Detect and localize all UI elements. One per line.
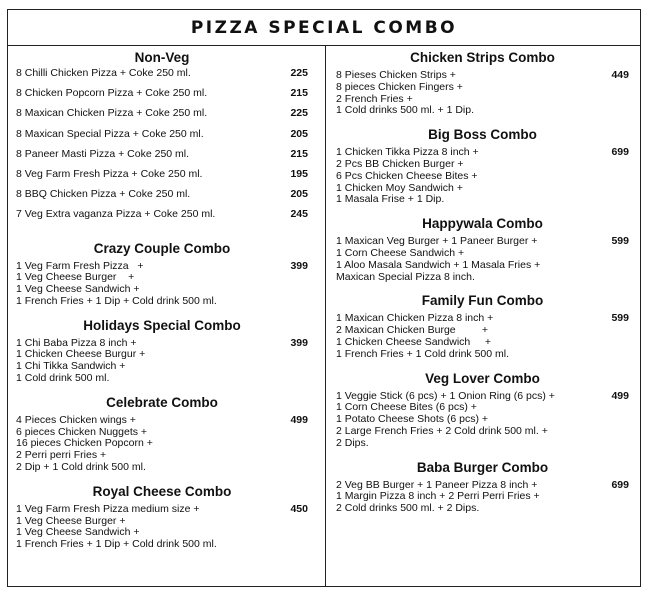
left-combos (16, 241, 308, 552)
combo-section (336, 216, 629, 283)
item-name: 7 Veg Extra vaganza Pizza + Coke 250 ml. (16, 208, 216, 221)
combo-item-line: 1 Chi Baba Pizza 8 inch + (16, 336, 137, 349)
combo-price: 449 (611, 69, 629, 81)
menu-item-row (16, 208, 308, 228)
combo-section (336, 293, 629, 360)
right-column (336, 45, 629, 515)
combo-price: 499 (611, 389, 629, 402)
title-bar (8, 10, 640, 46)
item-price: 225 (290, 107, 308, 120)
combo-item-line: 2 Pcs BB Chicken Burger + (336, 157, 464, 170)
combo-item-line: 2 Perri perri Fries + (16, 449, 107, 462)
combo-item-line: 2 Cold drinks 500 ml. + 2 Dips. (336, 502, 480, 515)
combo-item-line: 1 Cold drinks 500 ml. + 1 Dip. (336, 104, 475, 117)
combo-item-line: 1 Chicken Cheese Burgur + (16, 348, 146, 361)
combo-section (16, 241, 308, 308)
combo-item-line: 2 Dips. (336, 436, 369, 449)
combo-item-line: 1 French Fries + 1 Dip + Cold drink 500 ml. (16, 294, 217, 307)
item-name: 8 BBQ Chicken Pizza + Coke 250 ml. (16, 188, 191, 201)
item-price: 205 (290, 127, 308, 140)
item-name: 8 Veg Farm Fresh Pizza + Coke 250 ml. (16, 167, 203, 180)
combo-item-line: 16 pieces Chicken Popcorn + (16, 437, 153, 450)
section-title: Chicken Strips Combo (410, 50, 555, 65)
item-price: 245 (290, 208, 308, 221)
non-veg-list (16, 67, 308, 229)
combo-item-line: 1 Maxican Veg Burger + 1 Paneer Burger + (336, 235, 538, 248)
combo-price: 450 (290, 502, 308, 515)
combo-price: 599 (611, 235, 629, 248)
combo-items (16, 415, 290, 474)
section-title: Happywala Combo (422, 216, 543, 232)
item-name: 8 Paneer Masti Pizza + Coke 250 ml. (16, 147, 190, 160)
combo-row (16, 261, 308, 308)
item-name: 8 Chilli Chicken Pizza + Coke 250 ml. (16, 67, 191, 79)
combo-item-line: 1 Veg Cheese Sandwich + (16, 526, 140, 539)
combo-items (16, 261, 290, 308)
combo-item-line: 1 Chi Tikka Sandwich + (16, 360, 126, 373)
item-name: 8 Maxican Chicken Pizza + Coke 250 ml. (16, 107, 208, 120)
combo-section (16, 318, 308, 385)
menu-item-row (16, 188, 308, 208)
item-price: 215 (290, 87, 308, 100)
combo-item-line: 8 pieces Chicken Fingers + (336, 80, 463, 93)
combo-row (336, 313, 629, 360)
combo-item-line: 1 Veggie Stick (6 pcs) + 1 Onion Ring (6 pcs) + (336, 389, 555, 402)
combo-item-line: 1 Potato Cheese Shots (6 pcs) + (336, 413, 489, 426)
section-title: Family Fun Combo (421, 293, 544, 309)
combo-section (336, 127, 629, 206)
right-combos (336, 50, 629, 515)
combo-item-line: 8 Pieses Chicken Strips + (336, 69, 456, 81)
combo-price: 399 (290, 259, 308, 272)
combo-item-line: Maxican Special Pizza 8 inch. (336, 270, 475, 283)
combo-row (16, 504, 308, 551)
combo-item-line: 1 Cold drink 500 ml. (16, 372, 110, 385)
section-title: Crazy Couple Combo (93, 240, 231, 256)
item-price: 195 (290, 167, 308, 180)
menu-item-row (16, 107, 308, 127)
combo-item-line: 2 Veg BB Burger + 1 Paneer Pizza 8 inch + (336, 478, 538, 491)
combo-items (336, 236, 611, 283)
combo-item-line: 2 French Fries + (336, 92, 413, 105)
combo-row (336, 236, 629, 283)
menu-item-row (16, 128, 308, 148)
combo-item-line: 1 Corn Cheese Sandwich + (336, 246, 465, 259)
section-title: Celebrate Combo (106, 394, 218, 410)
section-title: Non-Veg (134, 50, 190, 65)
combo-item-line: 4 Pieces Chicken wings + (16, 413, 136, 426)
combo-row (336, 391, 629, 450)
combo-item-line: 1 Veg Cheese Burger + (16, 271, 135, 284)
combo-price: 399 (290, 336, 308, 349)
combo-item-line: 1 Masala Frise + 1 Dip. (336, 193, 445, 206)
combo-item-line: 6 Pcs Chicken Cheese Bites + (336, 169, 478, 182)
combo-items (336, 480, 611, 515)
section-title: Holidays Special Combo (83, 317, 241, 333)
combo-price: 699 (611, 478, 629, 491)
combo-price: 699 (611, 146, 629, 159)
combo-price: 599 (611, 312, 629, 325)
menu-frame (7, 9, 641, 587)
combo-item-line: 6 pieces Chicken Nuggets + (16, 425, 148, 438)
combo-row (336, 70, 629, 117)
section-title: Baba Burger Combo (416, 459, 549, 475)
combo-item-line: 1 Chicken Tikka Pizza 8 inch + (336, 146, 479, 159)
combo-item-line: 2 Large French Fries + 2 Cold drink 500 ml. + (336, 424, 548, 437)
column-divider (325, 45, 326, 586)
combo-row (336, 480, 629, 515)
combo-section (16, 395, 308, 474)
menu-item-row (16, 148, 308, 168)
combo-items (336, 391, 611, 450)
section-non-veg (16, 45, 308, 229)
item-name: 8 Chicken Popcorn Pizza + Coke 250 ml. (16, 87, 208, 100)
combo-item-line: 1 Veg Cheese Sandwich + (16, 283, 140, 296)
combo-items (336, 313, 611, 360)
page-title: PIZZA SPECIAL COMBO (190, 17, 458, 38)
combo-item-line: 2 Maxican Chicken Burge + (336, 324, 489, 337)
combo-row (16, 338, 308, 385)
section-title: Veg Lover Combo (425, 370, 540, 386)
left-column (16, 45, 308, 551)
combo-items (16, 504, 290, 551)
combo-item-line: 1 French Fries + 1 Dip + Cold drink 500 ml. (16, 538, 217, 551)
combo-row (336, 147, 629, 206)
combo-item-line: 1 Veg Farm Fresh Pizza + (16, 259, 144, 272)
combo-section (16, 484, 308, 551)
combo-item-line: 1 French Fries + 1 Cold drink 500 ml. (336, 347, 510, 360)
combo-item-line: 1 Corn Cheese Bites (6 pcs) + (336, 401, 477, 414)
combo-item-line: 1 Maxican Chicken Pizza 8 inch + (336, 312, 494, 325)
section-title: Royal Cheese Combo (92, 483, 232, 499)
combo-item-line: 2 Dip + 1 Cold drink 500 ml. (16, 461, 146, 474)
menu-item-row (16, 67, 308, 87)
item-name: 8 Maxican Special Pizza + Coke 250 ml. (16, 127, 204, 140)
combo-item-line: 1 Veg Farm Fresh Pizza medium size + (16, 502, 200, 515)
combo-items (336, 147, 611, 206)
combo-section (336, 50, 629, 117)
item-price: 205 (290, 188, 308, 201)
combo-item-line: 1 Veg Cheese Burger + (16, 514, 126, 527)
combo-section (336, 371, 629, 450)
item-price: 225 (290, 67, 308, 79)
combo-section (336, 460, 629, 515)
combo-price: 499 (290, 413, 308, 426)
section-title: Big Boss Combo (428, 127, 537, 143)
combo-item-line: 1 Chicken Cheese Sandwich + (336, 335, 491, 348)
menu-item-row (16, 168, 308, 188)
combo-row (16, 415, 308, 474)
menu-item-row (16, 87, 308, 107)
combo-item-line: 1 Chicken Moy Sandwich + (336, 181, 463, 194)
combo-items (16, 338, 290, 385)
combo-items (336, 70, 611, 117)
combo-item-line: 1 Aloo Masala Sandwich + 1 Masala Fries + (336, 258, 541, 271)
item-price: 215 (290, 147, 308, 160)
combo-item-line: 1 Margin Pizza 8 inch + 2 Perri Perri Fries + (336, 490, 540, 503)
